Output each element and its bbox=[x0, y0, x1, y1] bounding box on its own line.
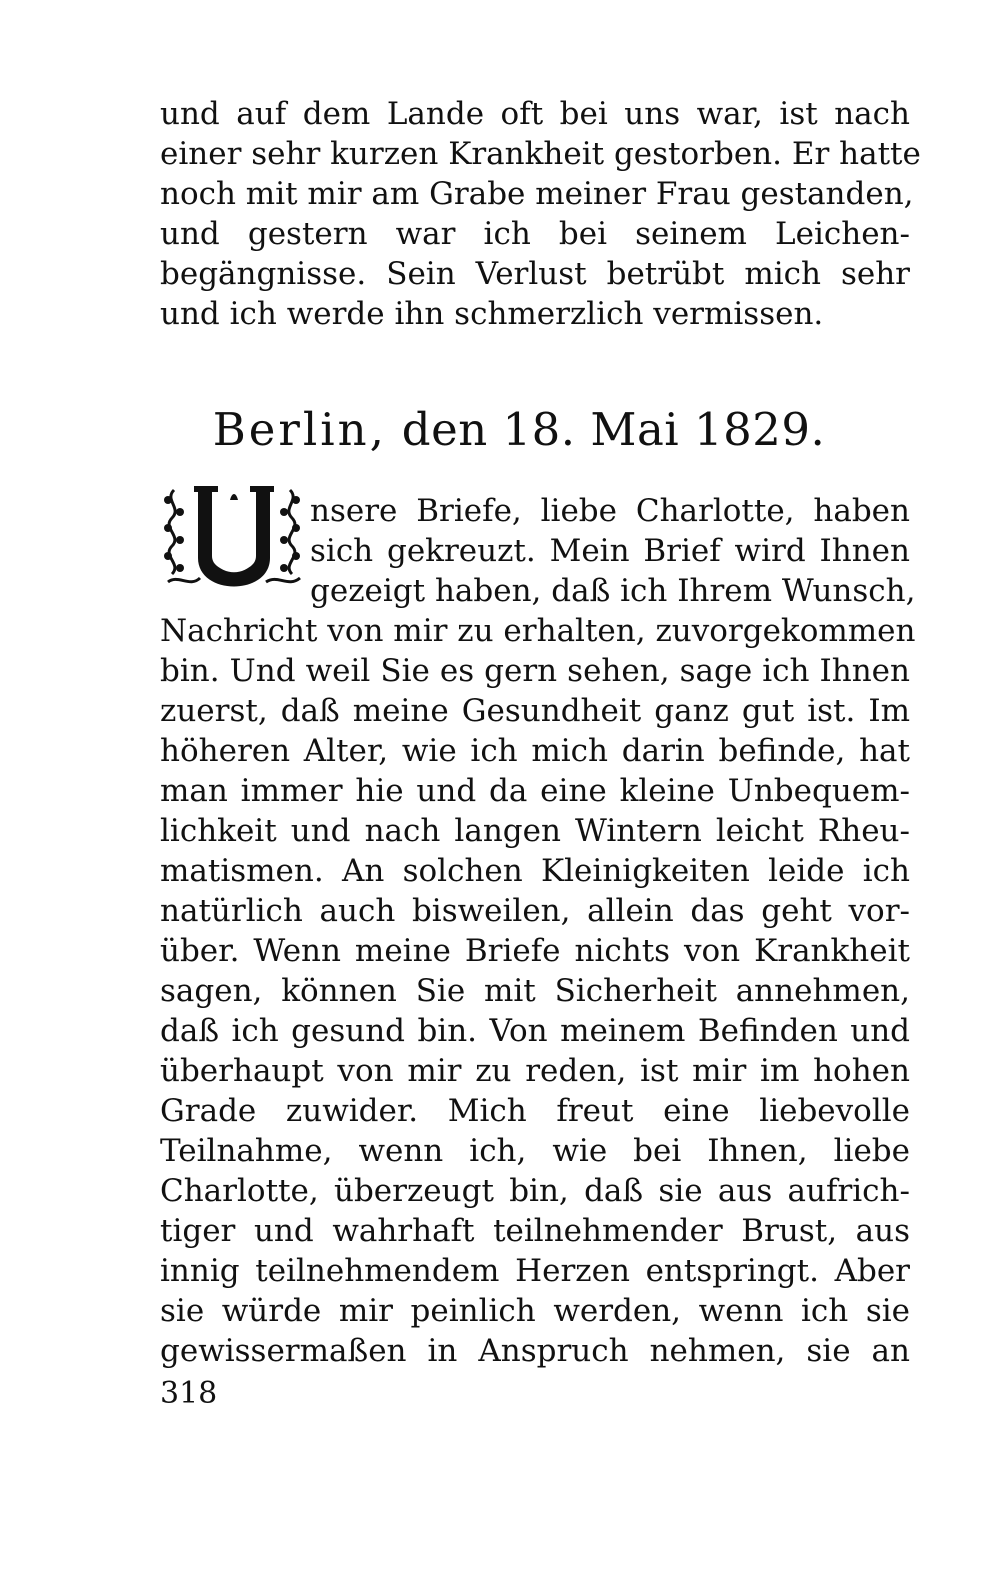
text-line: Grade zuwider. Mich freut eine liebevolle bbox=[160, 1093, 910, 1129]
text-line: daß ich gesund bin. Von meinem Befinden und bbox=[160, 1013, 910, 1049]
text-line: matismen. An solchen Kleinigkeiten leide ich bbox=[160, 853, 910, 889]
letter-heading bbox=[0, 400, 1000, 460]
text-line: natürlich auch bisweilen, allein das geht vor- bbox=[160, 893, 910, 929]
text-line: sie würde mir peinlich werden, wenn ich sie bbox=[160, 1293, 910, 1329]
text-line: Teilnahme, wenn ich, wie bei Ihnen, liebe bbox=[160, 1133, 910, 1169]
text-line: gewissermaßen in Anspruch nehmen, sie an bbox=[160, 1333, 910, 1369]
text-line: überhaupt von mir zu reden, ist mir im hohen bbox=[160, 1053, 910, 1089]
text-line: Charlotte, überzeugt bin, daß sie aus aufrich- bbox=[160, 1173, 910, 1209]
text-line: man immer hie und da eine kleine Unbequem- bbox=[160, 773, 910, 809]
text-line: nsere Briefe, liebe Charlotte, haben bbox=[310, 493, 910, 529]
text-line: zuerst, daß meine Gesundheit ganz gut ist. Im bbox=[160, 693, 910, 729]
text-line: bin. Und weil Sie es gern sehen, sage ich Ihnen bbox=[160, 653, 910, 689]
text-line: gezeigt haben, daß ich Ihrem Wunsch, bbox=[310, 573, 916, 609]
text-line: sich gekreuzt. Mein Brief wird Ihnen bbox=[310, 533, 910, 569]
heading-date: den 18. Mai 1829. bbox=[401, 403, 826, 456]
text-line: Nachricht von mir zu erhalten, zuvorgekommen bbox=[160, 613, 916, 649]
heading-city: Berlin, bbox=[212, 403, 387, 456]
text-line: innig teilnehmendem Herzen entspringt. Aber bbox=[160, 1253, 910, 1289]
text-line: einer sehr kurzen Krankheit gestorben. Er hatte bbox=[160, 136, 921, 172]
text-line: und auf dem Lande oft bei uns war, ist nach bbox=[160, 96, 910, 132]
text-line: lichkeit und nach langen Wintern leicht Rheu- bbox=[160, 813, 910, 849]
continued-paragraph bbox=[160, 94, 921, 334]
text-line: noch mit mir am Grabe meiner Frau gestanden, bbox=[160, 176, 914, 212]
text-line: höheren Alter, wie ich mich darin befinde, hat bbox=[160, 733, 910, 769]
page-number: 318 bbox=[160, 1376, 218, 1411]
text-line: über. Wenn meine Briefe nichts von Krankheit bbox=[160, 933, 910, 969]
text-line: tiger und wahrhaft teilnehmender Brust, aus bbox=[160, 1213, 910, 1249]
text-line: und ich werde ihn schmerzlich vermissen. bbox=[160, 296, 824, 332]
text-line: begängnisse. Sein Verlust betrübt mich sehr bbox=[160, 256, 910, 292]
letter-body bbox=[160, 491, 916, 1371]
text-line: und gestern war ich bei seinem Leichen- bbox=[160, 216, 910, 252]
text-line: sagen, können Sie mit Sicherheit annehmen, bbox=[160, 973, 910, 1009]
